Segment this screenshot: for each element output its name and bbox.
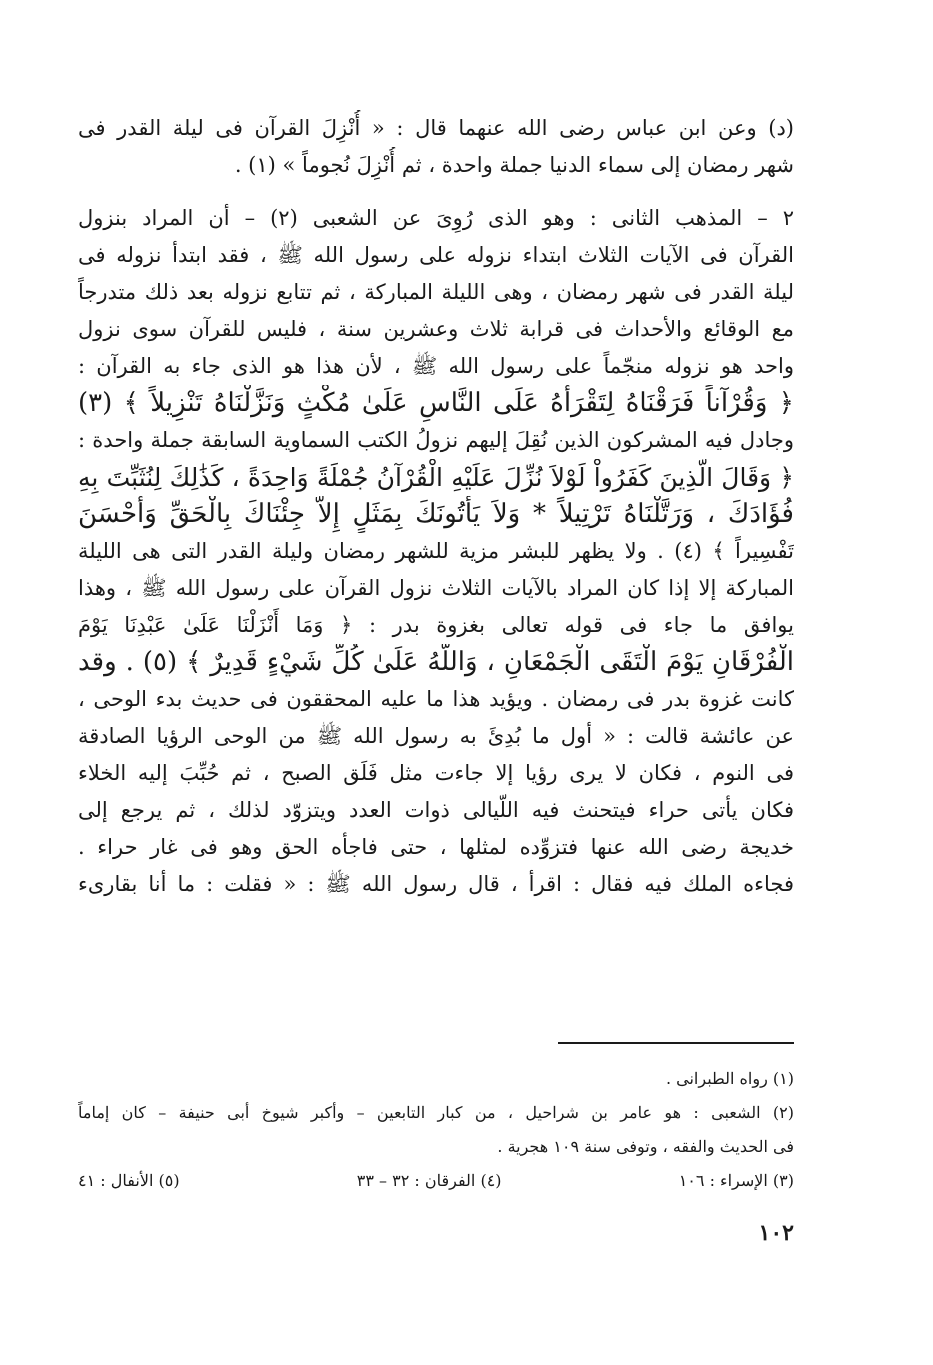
quran-verse-line: فُؤَادَكَ ، وَرَتَّلْنَاهُ تَرْتِيلاً * وَلاَ يَأْتُونَكَ بِمَثَلٍ إِلاَّ جِئْنَاكَ بِالْحَقِّ وَأَحْسَنَ [78, 499, 794, 529]
text-line: عن عائشة قالت : « أول ما بُدِئَ به رسول الله ﷺ من الوحى الرؤيا الصادقة [78, 724, 794, 748]
text-line: وجادل فيه المشركون الذين نُقِلَ إليهم نزولُ الكتب السماوية السابقة جملة واحدة : [78, 428, 794, 452]
text-line: القرآن فى الآيات الثلاث ابتداء نزوله على رسول الله ﷺ ، فقد ابتدأ نزوله فى [78, 243, 794, 267]
footnote-2-line-2: فى الحديث والفقه ، وتوفى سنة ١٠٩ هجرية . [497, 1137, 794, 1156]
book-page [78, 0, 794, 1365]
paragraph-gap [78, 184, 794, 200]
footnote-1: (١) رواه الطبرانى . [665, 1069, 794, 1088]
text-line: فكان يأتى حراء فيتحنث فيه اللّيالى ذوات العدد ويتزوّد لذلك ، ثم يرجع إلى [78, 798, 794, 822]
text-line: واحد هو نزوله منجّماً على رسول الله ﷺ ، لأن هذا هو الذى جاء به القرآن : [78, 354, 794, 378]
footnote-5: (٥) الأنفال : ٤١ [78, 1171, 180, 1190]
footnote-4: (٤) الفرقان : ٣٢ – ٣٣ [356, 1171, 502, 1190]
text-line: فجاءه الملك فيه فقال : اقرأ ، قال رسول الله ﷺ : « فقلت : ما أنا بقارىء [78, 872, 794, 896]
text-line: خديجة رضى الله عنها فتزوِّده لمثلها ، حتى فاجأه الحق وهو فى غار حراء . [78, 835, 794, 859]
text-line: شهر رمضان إلى سماء الدنيا جملة واحدة ، ثم أُنْزِلَ نُجوماً » (١) . [234, 153, 794, 177]
text-line: فى النوم ، فكان لا يرى رؤيا إلا جاءت مثل فَلَق الصبح ، ثم حُبِّبَ إليه الخلاء [78, 761, 794, 785]
footnote-row-3-5 [78, 1164, 794, 1198]
quran-verse-line: ﴿ وَقُرْآناً فَرَقْنَاهُ لِتَقْرَأَهُ عَلَى النَّاسِ عَلَىٰ مُكْثٍ وَنَزَّلْنَاهُ تَنْزِيلاً ﴾ (٣) [78, 388, 794, 418]
footnotes [78, 1062, 794, 1198]
text-line: تَفْسِيراً ﴾ (٤) . ولا يظهر للبشر مزية للشهر رمضان وليلة القدر التى هى الليلة [78, 539, 794, 563]
page-number: ١٠٢ [758, 1220, 794, 1246]
footnote-divider [558, 1042, 794, 1044]
text-line: ليلة القدر فى شهر رمضان ، وهى الليلة المباركة ، ثم تتابع نزوله بعد ذلك متدرجاً [78, 280, 794, 304]
text-line: (د) وعن ابن عباس رضى الله عنهما قال : « أُنْزِلَ القرآن فى ليلة القدر فى [78, 116, 794, 140]
quran-verse-line: ﴿ وَقَالَ الَّذِينَ كَفَرُواْ لَوْلاَ نُزِّلَ عَلَيْهِ الْقُرْآنُ جُمْلَةً وَاحِدَةً ، كَذَٰلِكَ لِنُثَبِّتَ بِهِ [78, 463, 794, 492]
quran-verse-line: الْفُرْقَانِ يَوْمَ الْتَقَى الْجَمْعَانِ ، وَاللَّهُ عَلَىٰ كُلِّ شَيْءٍ قَدِيرٌ ﴾ (٥) . وقد [78, 647, 794, 677]
text-line: المباركة إلا إذا كان المراد بالآيات الثلاث نزول القرآن على رسول الله ﷺ ، وهذا [78, 576, 794, 600]
footnote-3: (٣) الإسراء : ١٠٦ [678, 1171, 794, 1190]
text-line: كانت غزوة بدر فى رمضان . ويؤيد هذا ما عليه المحققون فى حديث بدء الوحى ، [78, 687, 794, 711]
text-line: ٢ – المذهب الثانى : وهو الذى رُوِىَ عن الشعبى (٢) – أن المراد بنزول [78, 206, 794, 230]
main-text [78, 110, 794, 903]
text-line: مع الوقائع والأحداث فى قرابة ثلاث وعشرين سنة ، فليس للقرآن سوى نزول [78, 317, 794, 341]
text-line: يوافق ما جاء فى قوله تعالى بغزوة بدر : ﴿ وَمَا أَنْزَلْنَا عَلَىٰ عَبْدِنَا يَوْمَ [78, 613, 794, 637]
footnote-2-line-1: (٢) الشعبى : هو عامر بن شراحيل ، من كبار التابعين – وأكبر شيوخ أبى حنيفة – كان إماماً [78, 1103, 794, 1122]
